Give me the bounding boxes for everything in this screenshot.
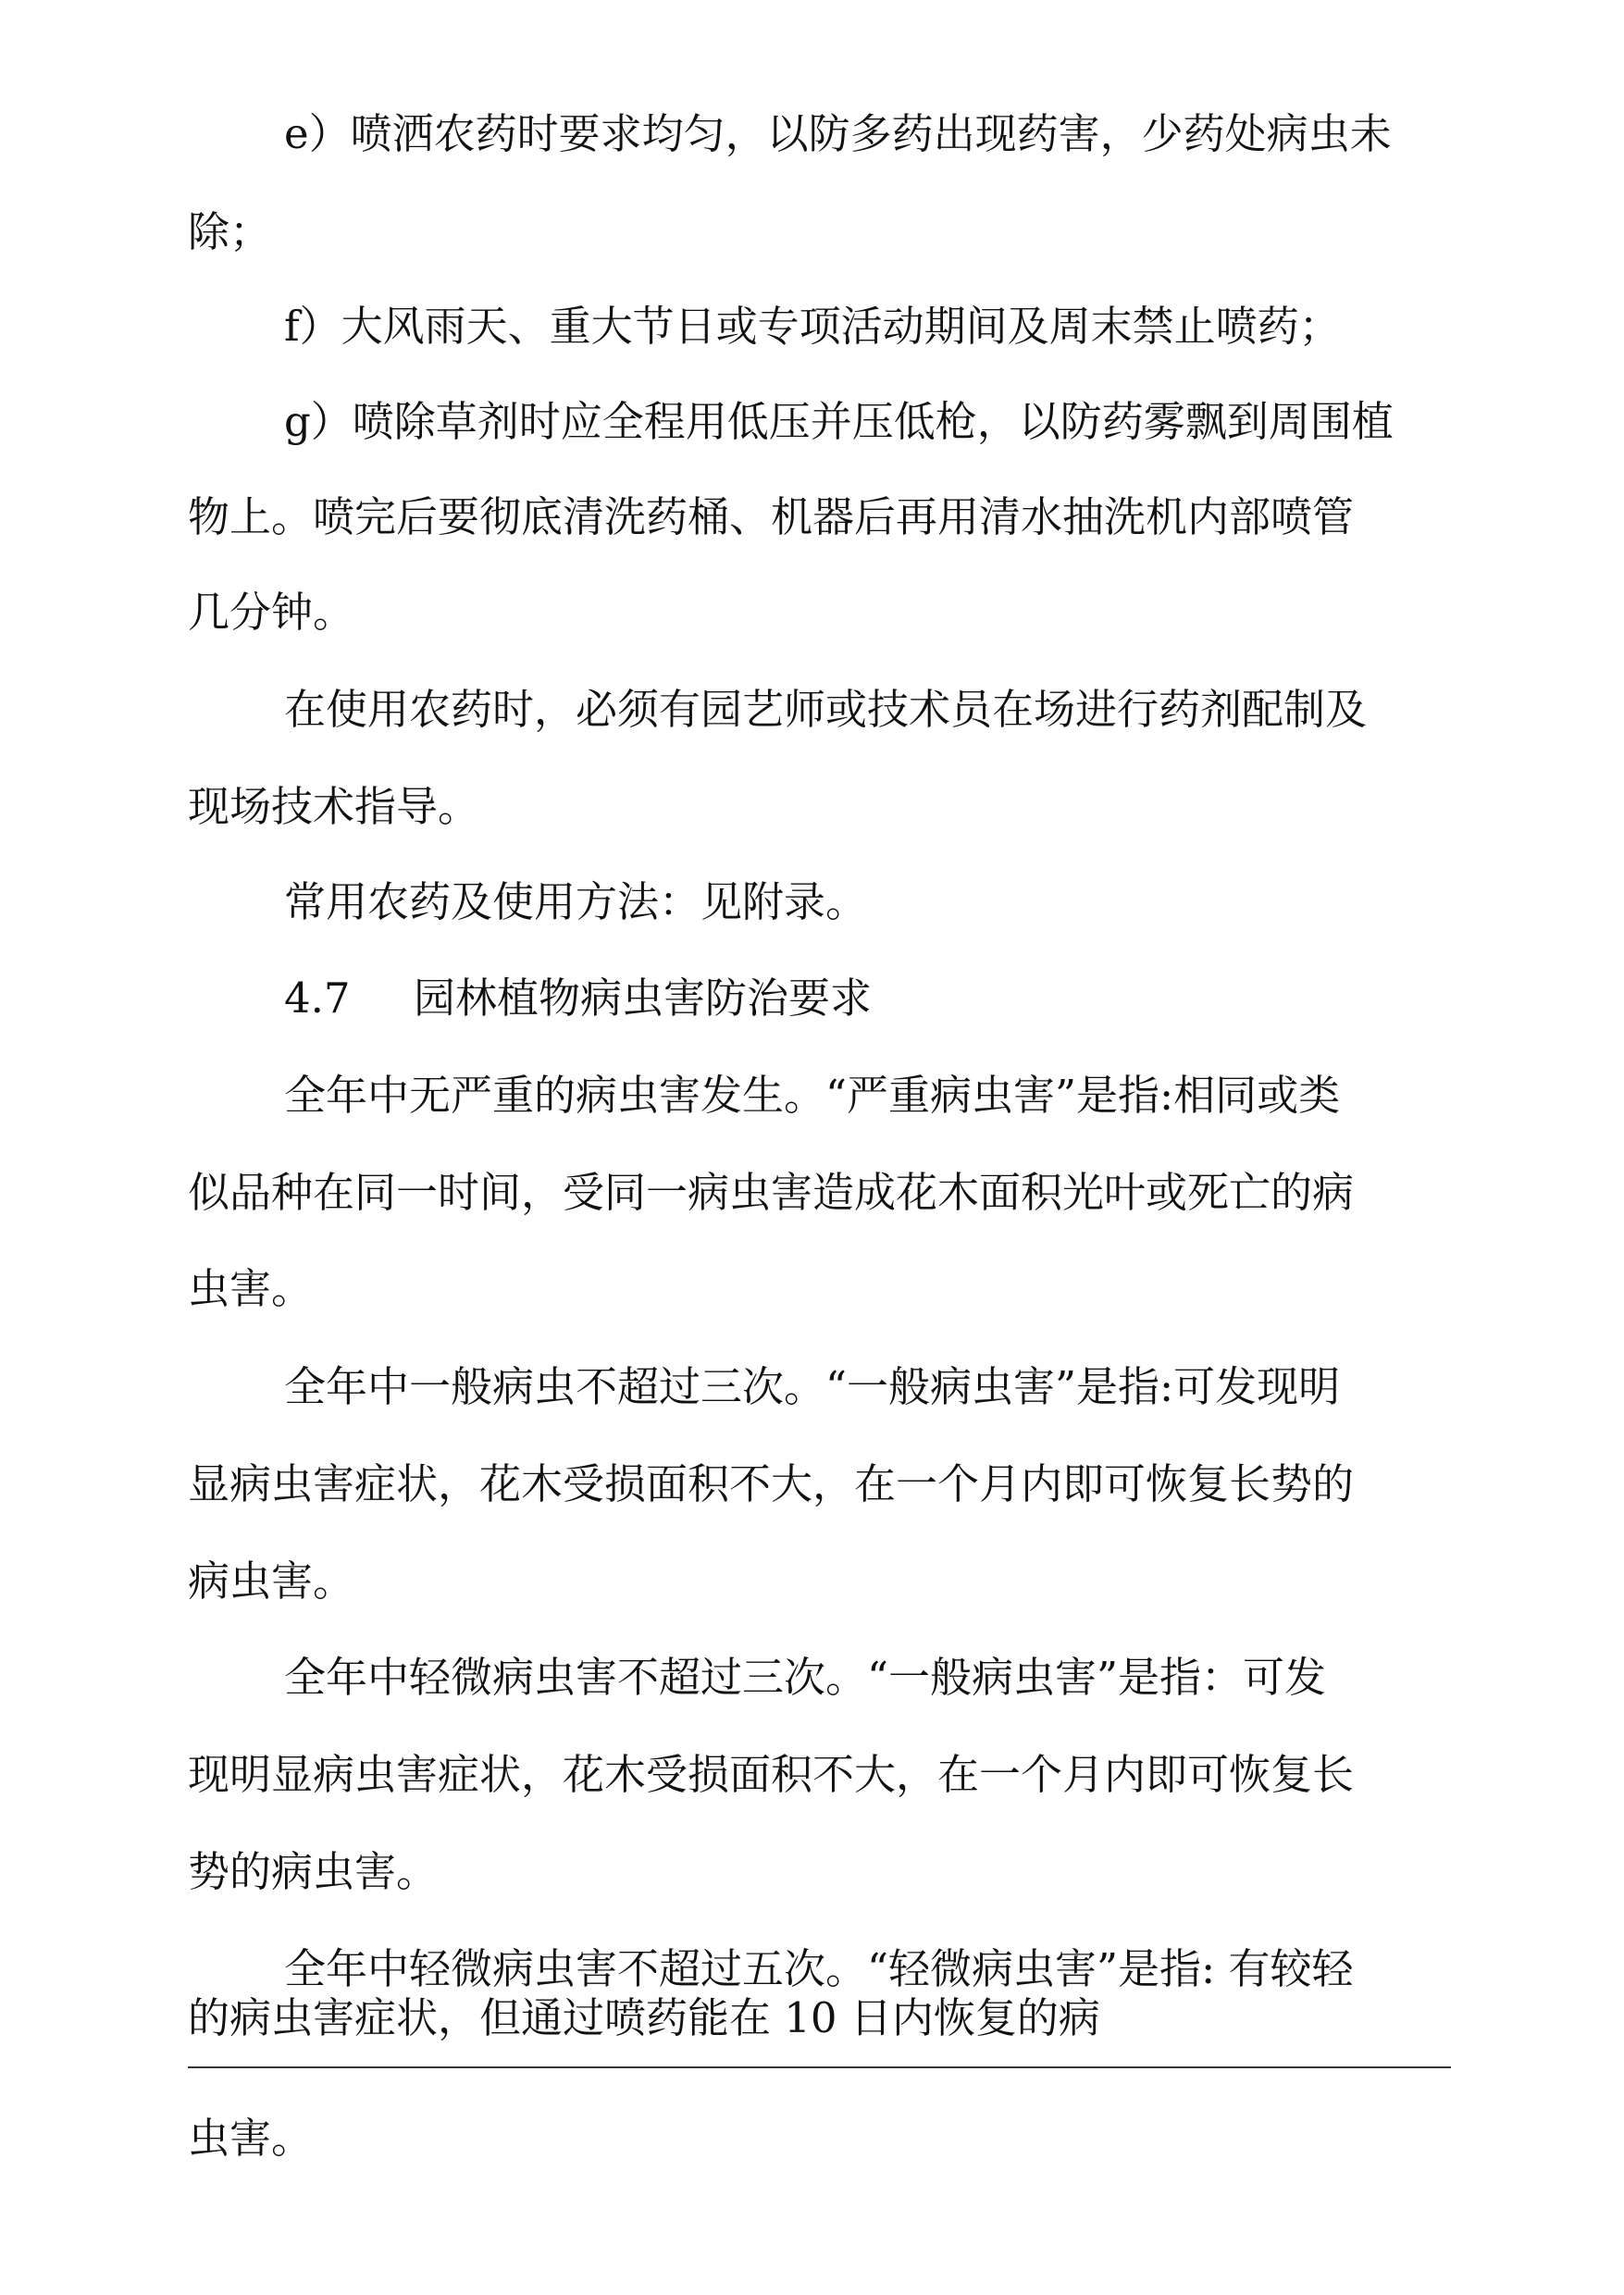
page-divider <box>188 2066 1451 2068</box>
text-line: 在使用农药时，必须有园艺师或技术员在场进行药剂配制及 <box>284 685 1368 734</box>
text-line: 似品种在同一时间，受同一病虫害造成花木面积光叶或死亡的病 <box>188 1168 1355 1217</box>
text-line: 现场技术指导。 <box>188 782 480 831</box>
text-line: 虫害。 <box>188 2114 314 2163</box>
text-line: 势的病虫害。 <box>188 1847 439 1896</box>
text-line: 病虫害。 <box>188 1557 355 1606</box>
text-line: e）喷洒农药时要求均匀，以防多药出现药害，少药处病虫未 <box>284 109 1392 158</box>
text-line: 几分钟。 <box>188 588 355 637</box>
text-line: f）大风雨天、重大节日或专项活动期间及周末禁止喷药； <box>284 302 1341 351</box>
section-heading-line <box>284 971 872 1026</box>
section-title: 园林植物病虫害防治要求 <box>414 974 873 1023</box>
text-line: 显病虫害症状，花木受损面积不大，在一个月内即可恢复长势的 <box>188 1459 1355 1508</box>
text-line: 物上。喷完后要彻底清洗药桶、机器后再用清水抽洗机内部喷管 <box>188 492 1355 541</box>
text-line: g）喷除草剂时应全程用低压并压低枪，以防药雾飘到周围植 <box>284 397 1394 446</box>
text-line: 虫害。 <box>188 1264 314 1313</box>
text-line: 全年中轻微病虫害不超过五次。“轻微病虫害”是指: 有较轻 <box>284 1944 1354 1993</box>
text-line: 现明显病虫害症状，花木受损面积不大，在一个月内即可恢复长 <box>188 1750 1355 1799</box>
text-line: 除； <box>188 207 272 256</box>
text-line: 全年中一般病虫不超过三次。“一般病虫害”是指:可发现明 <box>284 1362 1341 1411</box>
text-line: 全年中轻微病虫害不超过三次。“一般病虫害”是指：可发 <box>284 1653 1327 1702</box>
text-line: 全年中无严重的病虫害发生。“严重病虫害”是指:相同或类 <box>284 1071 1341 1120</box>
text-line: 的病虫害症状，但通过喷药能在 10 日内恢复的病 <box>188 1993 1100 2042</box>
section-number: 4.7 <box>284 974 351 1023</box>
text-line: 常用农药及使用方法：见附录。 <box>284 877 868 926</box>
